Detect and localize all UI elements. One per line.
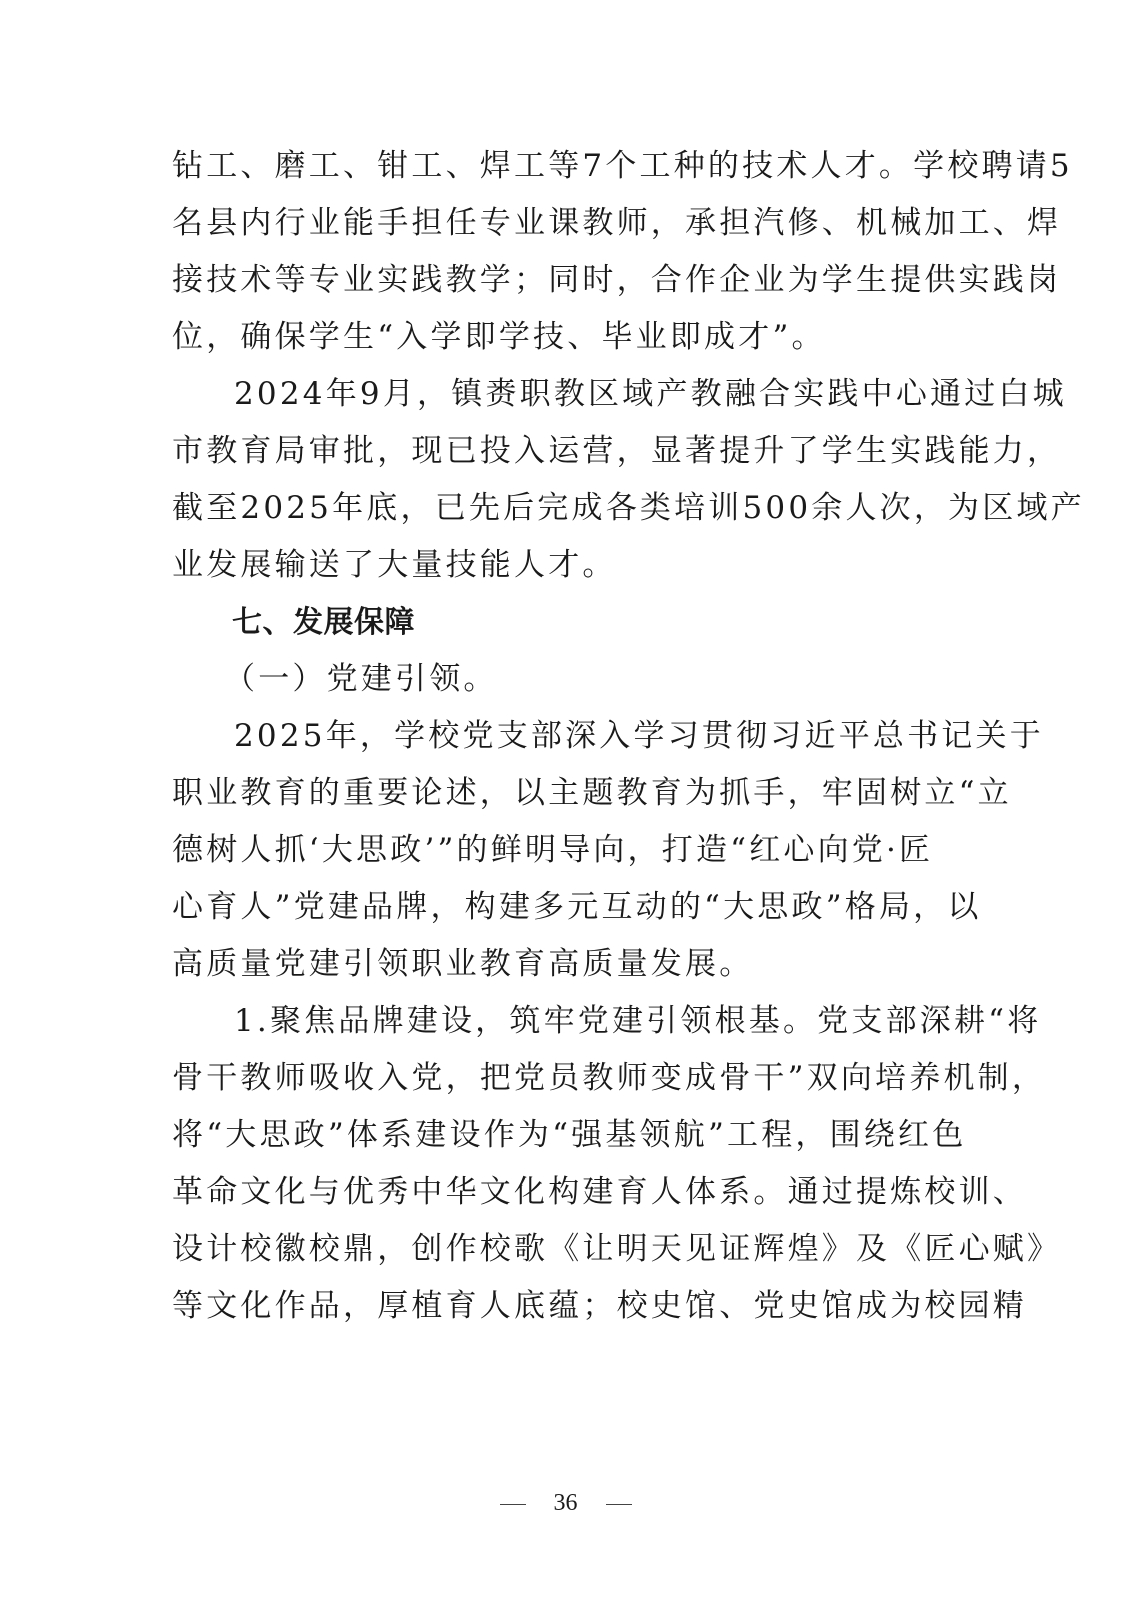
paragraph-start-line: 2025年，学校党支部深入学习贯彻习近平总书记关于	[234, 718, 1044, 754]
text-line: 截至2025年底，已先后完成各类培训500余人次，为区域产	[172, 490, 1085, 526]
paragraph-start-line: 2024年9月，镇赉职教区域产教融合实践中心通过白城	[234, 376, 1067, 412]
text-line: 名县内行业能手担任专业课教师，承担汽修、机械加工、焊	[172, 205, 1062, 241]
text-line: 等文化作品，厚植育人底蕴；校史馆、党史馆成为校园精	[172, 1288, 1027, 1324]
text-line: 业发展输送了大量技能人才。	[172, 547, 617, 583]
text-line: 德树人抓‘大思政’”的鲜明导向，打造“红心向党·匠	[172, 832, 934, 868]
text-line: 市教育局审批，现已投入运营，显著提升了学生实践能力，	[172, 433, 1062, 469]
document-page	[172, 138, 1085, 1335]
text-line: 接技术等专业实践教学；同时，合作企业为学生提供实践岗	[172, 262, 1062, 298]
text-line: 职业教育的重要论述，以主题教育为抓手，牢固树立“立	[172, 775, 1012, 811]
text-line: 钻工、磨工、钳工、焊工等7个工种的技术人才。学校聘请5	[172, 148, 1073, 184]
page-number: 36	[553, 1490, 578, 1516]
text-line: 将“大思政”体系建设作为“强基领航”工程，围绕红色	[172, 1117, 967, 1153]
text-line: 心育人”党建品牌，构建多元互动的“大思政”格局，以	[172, 889, 982, 925]
paragraph-start-line: 1.聚焦品牌建设，筑牢党建引领根基。党支部深耕“将	[234, 1003, 1042, 1039]
text-line: 高质量党建引领职业教育高质量发展。	[172, 946, 754, 982]
dash-left	[500, 1504, 526, 1506]
page-footer	[0, 1490, 1131, 1517]
section-heading: 七、发展保障	[232, 605, 415, 640]
dash-right	[606, 1504, 632, 1506]
text-line: 革命文化与优秀中华文化构建育人体系。通过提炼校训、	[172, 1174, 1027, 1210]
text-line: 位，确保学生“入学即学技、毕业即成才”。	[172, 319, 826, 355]
text-line: 骨干教师吸收入党，把党员教师变成骨干”双向培养机制，	[172, 1060, 1047, 1096]
subsection-heading: （一）党建引领。	[224, 661, 498, 697]
text-line: 设计校徽校鼎，创作校歌《让明天见证辉煌》及《匠心赋》	[172, 1231, 1062, 1267]
